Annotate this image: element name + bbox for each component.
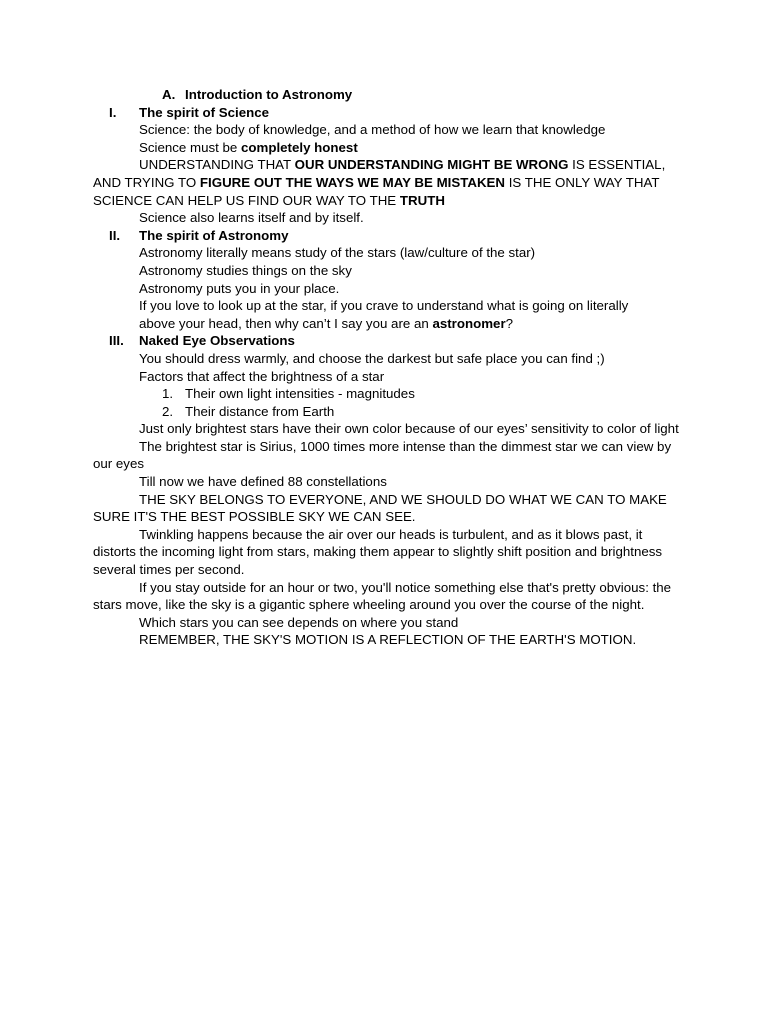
section-3-line-where-you-stand: Which stars you can see depends on where you stand — [139, 614, 459, 630]
section-2-line-1: Astronomy literally means study of the stars (law/culture of the star) — [139, 245, 536, 261]
truth-bold-b: OUR UNDERSTANDING MIGHT BE WRONG — [294, 157, 569, 173]
section-3-paragraph-sky-belongs: THE SKY BELONGS TO EVERYONE, AND WE SHOULD DO WHAT WE CAN TO MAKE SURE IT'S THE BEST POSSIBLE SKY WE CAN SEE. — [93, 491, 667, 525]
list-item-text: Their distance from Earth — [185, 403, 335, 419]
document-body — [93, 86, 683, 649]
section-3-line-constellations: Till now we have defined 88 constellations — [139, 474, 387, 490]
section-2-line-4a: If you love to look up at the star, if you crave to understand what is going on literally — [139, 298, 629, 314]
section-1-marker: I. — [109, 104, 117, 120]
section-3-paragraph-stars-move: If you stay outside for an hour or two, you'll notice something else that's pretty obvious: the stars move, like the sky is a gigantic sphere wheeling around you over the course of the night. — [93, 579, 672, 613]
section-2-heading — [93, 227, 683, 245]
section-2-line-4b-post: ? — [505, 315, 514, 331]
truth-bold-f: TRUTH — [399, 192, 445, 208]
section-1-title: The spirit of Science — [139, 104, 270, 120]
section-3-paragraph-twinkling: Twinkling happens because the air over our heads is turbulent, and as it blows past, it distorts the incoming light from stars, making them appear to slightly shift position and brightness several times per second. — [93, 526, 663, 578]
section-3-heading — [93, 332, 683, 350]
section-2-marker: II. — [109, 227, 121, 243]
section-3-line-2: Factors that affect the brightness of a star — [139, 368, 385, 384]
section-2-line-4b — [93, 315, 683, 333]
truth-text-e: IS THE ONLY WAY THAT SCIENCE CAN HELP US FIND OUR WAY TO THE — [93, 174, 660, 208]
section-3-paragraph-sirius: The brightest star is Sirius, 1000 times more intense than the dimmest star we can view by our eyes — [93, 438, 672, 472]
section-2-line-2: Astronomy studies things on the sky — [139, 262, 352, 278]
list-item-marker: 2. — [162, 403, 174, 419]
truth-text-c: IS ESSENTIAL, AND TRYING TO — [93, 157, 666, 190]
section-1-line-2-bold: completely honest — [241, 139, 358, 155]
list-item-marker: 1. — [162, 386, 174, 402]
section-a-marker: A. — [162, 87, 176, 102]
section-3-paragraph-color: Just only brightest stars have their own color because of our eyes’ sensitivity to color of light — [139, 421, 679, 437]
section-2-line-3: Astronomy puts you in your place. — [139, 280, 340, 296]
section-1-line-2 — [93, 139, 683, 157]
list-item — [93, 403, 683, 421]
section-1-line-2-text: Science must be — [139, 139, 241, 155]
list-item-text: Their own light intensities - magnitudes — [185, 386, 415, 402]
section-1-line-4: Science also learns itself and by itself. — [139, 210, 364, 226]
section-1-heading — [93, 104, 683, 122]
section-a-heading — [93, 86, 683, 104]
section-3-line-remember: REMEMBER, THE SKY'S MOTION IS A REFLECTION OF THE EARTH'S MOTION. — [139, 632, 637, 648]
truth-bold-d: FIGURE OUT THE WAYS WE MAY BE MISTAKEN — [199, 174, 506, 190]
truth-text-a: UNDERSTANDING THAT — [139, 157, 295, 173]
section-3-marker: III. — [109, 333, 124, 349]
section-a-title: Introduction to Astronomy — [185, 87, 353, 102]
section-2-line-4b-text: above your head, then why can’t I say you are an — [139, 315, 433, 331]
section-2-line-4b-bold: astronomer — [432, 315, 506, 331]
section-1-line-1: Science: the body of knowledge, and a method of how we learn that knowledge — [139, 122, 606, 138]
section-2-title: The spirit of Astronomy — [139, 227, 289, 243]
list-item — [93, 385, 683, 403]
section-3-title: Naked Eye Observations — [139, 333, 295, 349]
section-1-paragraph-truth — [93, 156, 683, 209]
section-3-line-1: You should dress warmly, and choose the darkest but safe place you can find ;) — [139, 350, 605, 366]
